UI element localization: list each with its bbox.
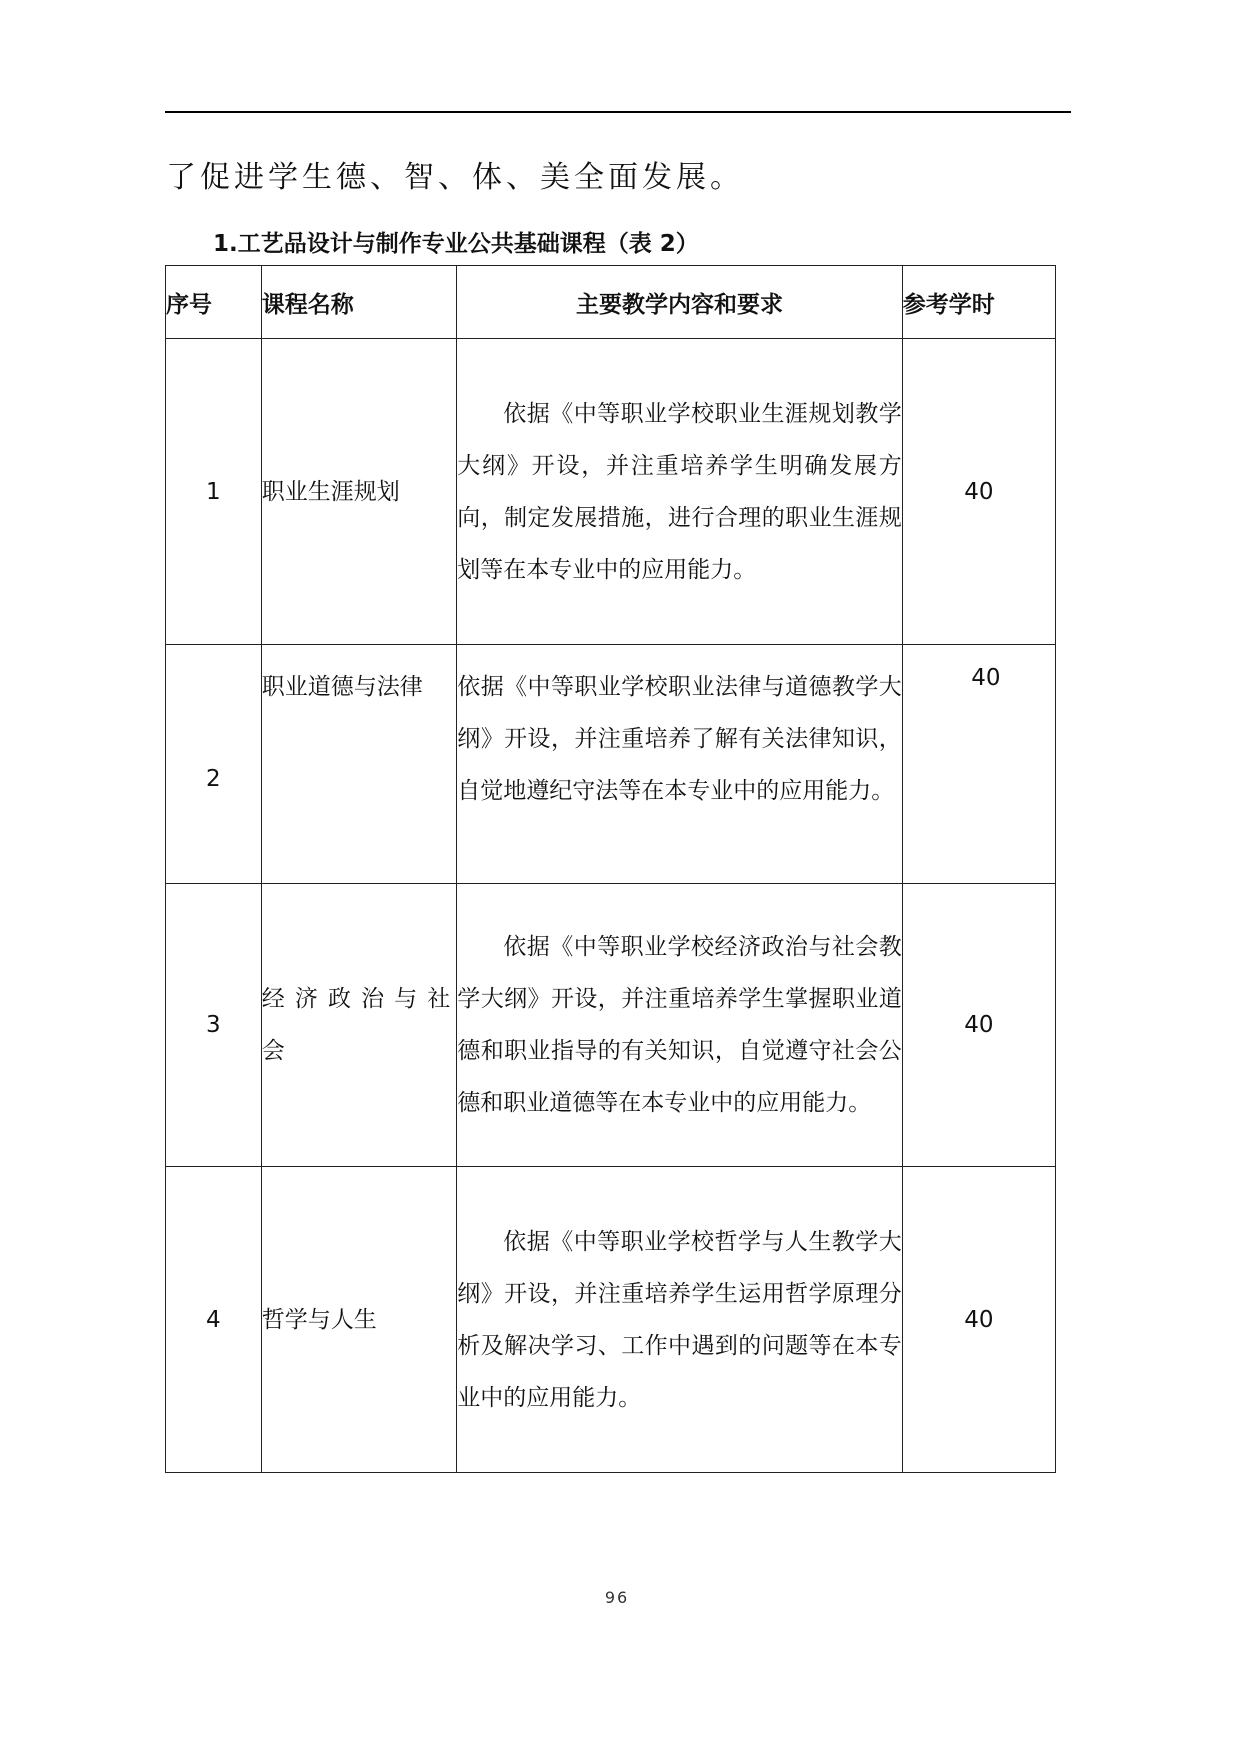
- table-row: [166, 339, 1056, 645]
- course-table: [165, 265, 1056, 1473]
- row-number: 3: [166, 884, 262, 1167]
- intro-paragraph: 了促进学生德、智、体、美全面发展。: [166, 160, 744, 195]
- course-name: 经济政治与社会: [261, 884, 457, 1167]
- course-content: 依据《中等职业学校职业法律与道德教学大纲》开设，并注重培养了解有关法律知识，自觉地遵纪守法等在本专业中的应用能力。: [457, 645, 903, 884]
- header-course-name: 课程名称: [261, 266, 457, 339]
- header-content: 主要教学内容和要求: [457, 266, 903, 339]
- row-number: 4: [166, 1167, 262, 1473]
- page-number: 96: [604, 1588, 630, 1607]
- header-no: 序号: [166, 266, 262, 339]
- course-name: 职业生涯规划: [261, 339, 457, 645]
- course-hours: 40: [902, 645, 1055, 884]
- course-name: 职业道德与法律: [261, 645, 457, 884]
- header-rule: [165, 111, 1071, 113]
- row-number: 1: [166, 339, 262, 645]
- header-hours: 参考学时: [902, 266, 1055, 339]
- course-content: 依据《中等职业学校哲学与人生教学大纲》开设，并注重培养学生运用哲学原理分析及解决学习、工作中遇到的问题等在本专业中的应用能力。: [457, 1167, 903, 1473]
- course-content: 依据《中等职业学校经济政治与社会教学大纲》开设，并注重培养学生掌握职业道德和职业指导的有关知识，自觉遵守社会公德和职业道德等在本专业中的应用能力。: [457, 884, 903, 1167]
- course-hours: 40: [902, 884, 1055, 1167]
- course-hours: 40: [902, 1167, 1055, 1473]
- table-header-row: [166, 266, 1056, 339]
- course-hours: 40: [902, 339, 1055, 645]
- table-row: [166, 1167, 1056, 1473]
- section-heading: 1.工艺品设计与制作专业公共基础课程（表 2）: [213, 231, 699, 257]
- row-number: 2: [166, 645, 262, 884]
- course-name: 哲学与人生: [261, 1167, 457, 1473]
- course-content: 依据《中等职业学校职业生涯规划教学大纲》开设，并注重培养学生明确发展方向，制定发展措施，进行合理的职业生涯规划等在本专业中的应用能力。: [457, 339, 903, 645]
- table-row: [166, 884, 1056, 1167]
- table-row: [166, 645, 1056, 884]
